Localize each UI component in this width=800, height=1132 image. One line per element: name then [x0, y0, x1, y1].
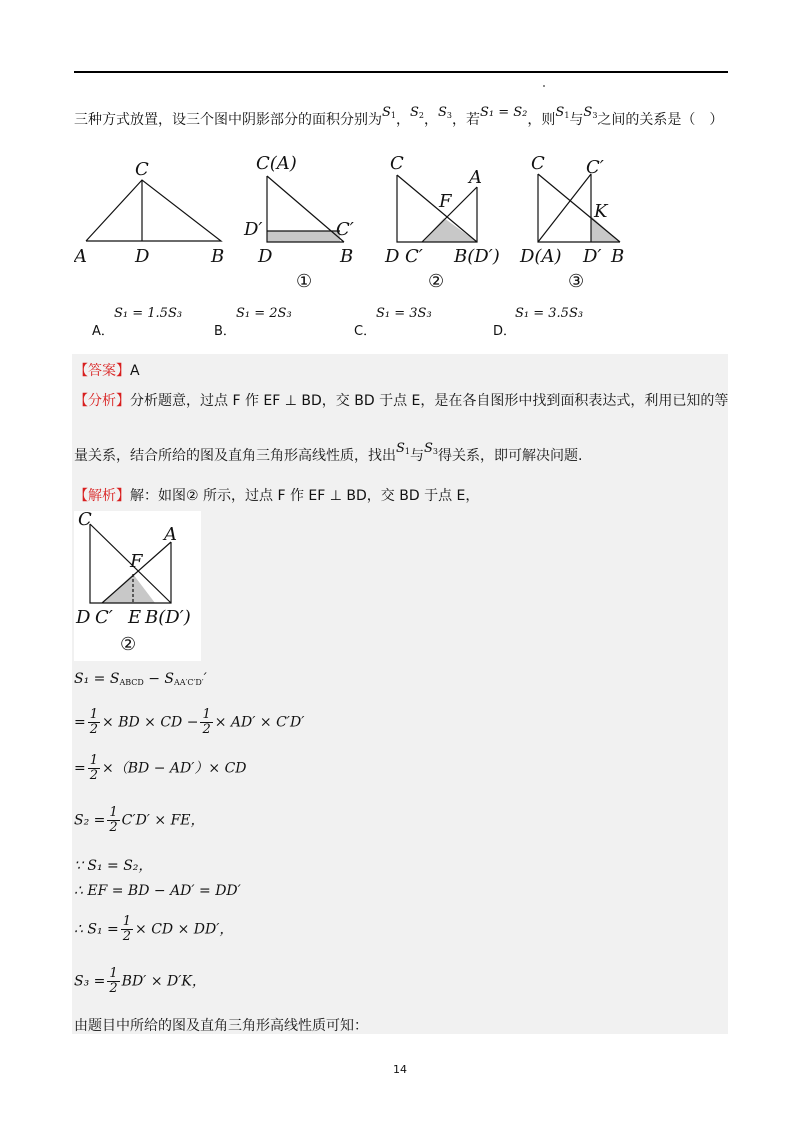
figure-2 — [384, 153, 500, 292]
figure-original-triangle — [74, 159, 224, 267]
label-C: C — [531, 153, 545, 174]
answer-line: 【答案】A — [74, 363, 140, 379]
header-rule — [74, 71, 728, 73]
label-K: K — [594, 201, 608, 222]
figure-number-1: ① — [296, 271, 313, 292]
equation-8: S₃ = $\frac{1}{2}$ BD′ × D′K， — [74, 966, 206, 996]
solution-intro: 【解析】解：如图② 所示，过点 F 作 EF ⊥ BD，交 BD 于点 E， — [74, 488, 480, 504]
label-Cprime: C′ — [336, 219, 354, 240]
label-D: D — [135, 246, 150, 267]
label-Cprime: C′ — [405, 246, 423, 267]
label-D: D — [258, 246, 273, 267]
figure-number-3: ③ — [568, 271, 585, 292]
equation-4: S₂ = $\frac{1}{2}$ C′D′ × FE， — [74, 805, 205, 835]
label-Cprime: C′ — [586, 157, 604, 178]
equation-7: ∴ S₁ = $\frac{1}{2}$ × CD × DD′， — [74, 914, 234, 944]
label-B: B — [340, 246, 354, 267]
label-CA: C(A) — [256, 153, 297, 174]
figure-number-2: ② — [120, 634, 137, 655]
geometry-figures — [74, 145, 634, 295]
label-Dprime: D′ — [583, 246, 602, 267]
solution-last-line: 由题目中所给的图及直角三角形高线性质可知： — [74, 1018, 368, 1034]
label-B: B — [611, 246, 625, 267]
figure-3 — [519, 153, 624, 292]
page-number: 14 — [393, 1063, 407, 1076]
label-C: C — [135, 159, 149, 180]
label-A: A — [74, 246, 87, 267]
solution-figure-box — [74, 511, 201, 661]
question-text: 三种方式放置，设三个图中阴影部分的面积分别为$S_1$，$S_2$，$S_3$，若S₁ = S₂，则$S_1$与$S_3$之间的关系是（ ） — [74, 105, 724, 128]
figure-1 — [243, 153, 354, 292]
equation-2: = $\frac{1}{2}$ × BD × CD − $\frac{1}{2}$ × AD′ × C′D′ — [74, 707, 305, 737]
label-D: D — [76, 607, 91, 628]
equation-3: = $\frac{1}{2}$ ×（BD − AD′）× CD — [74, 753, 247, 783]
figure-number-2: ② — [428, 271, 445, 292]
stray-dot — [543, 85, 545, 87]
label-A: A — [164, 524, 177, 545]
label-Cprime: C′ — [95, 607, 113, 628]
condition: S₁ = S₂ — [480, 105, 528, 120]
solution-figure — [74, 511, 201, 661]
equation-1: $S_1 = S_{ABCD} - S_{AA'C'D'}'$ — [74, 671, 207, 687]
label-BDprime: B(D′) — [145, 607, 191, 628]
equation-5: ∵ S₁ = S₂， — [74, 858, 153, 874]
label-E: E — [128, 607, 142, 628]
label-A: A — [469, 167, 482, 188]
analysis-line-1: 【分析】分析题意，过点 F 作 EF ⊥ BD，交 BD 于点 E，是在各自图形中找到面积表达式，利用已知的等 — [74, 393, 729, 409]
label-D: D — [385, 246, 400, 267]
label-F: F — [439, 191, 452, 212]
label-DA: D(A) — [520, 246, 562, 267]
label-Dprime: D′ — [244, 219, 263, 240]
label-B: B — [211, 246, 225, 267]
label-C: C — [390, 153, 404, 174]
equation-6: ∴ EF = BD − AD′ = DD′ — [74, 883, 241, 899]
label-C: C — [78, 511, 92, 530]
label-BDprime: B(D′) — [454, 246, 500, 267]
label-F: F — [130, 551, 143, 572]
analysis-line-2: 量关系，结合所给的图及直角三角形高线性质，找出$S_1$与$S_3$得关系，即可解决问题. — [74, 441, 583, 464]
